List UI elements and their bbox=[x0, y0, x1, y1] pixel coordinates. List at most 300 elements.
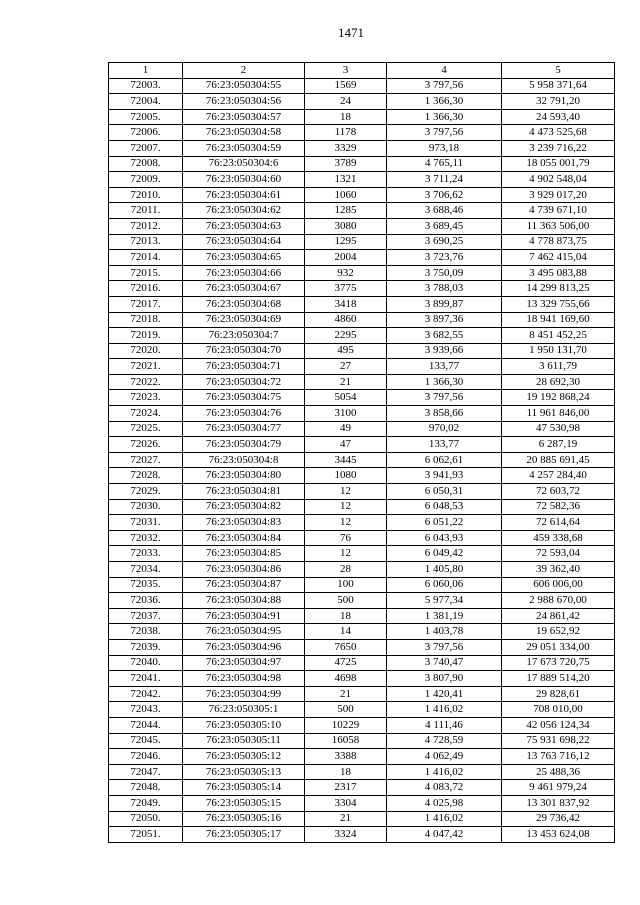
specific-value-cell: 4 765,11 bbox=[387, 156, 502, 172]
table-row bbox=[109, 78, 615, 94]
row-number-cell: 72045. bbox=[109, 733, 183, 749]
specific-value-cell: 973,18 bbox=[387, 140, 502, 156]
area-cell: 1178 bbox=[305, 125, 387, 141]
cadastral-number-cell: 76:23:050304:67 bbox=[183, 281, 305, 297]
cadastral-value-cell: 17 889 514,20 bbox=[502, 671, 615, 687]
table-row bbox=[109, 296, 615, 312]
row-number-cell: 72015. bbox=[109, 265, 183, 281]
table-row bbox=[109, 686, 615, 702]
cadastral-value-cell: 28 692,30 bbox=[502, 374, 615, 390]
table-row bbox=[109, 655, 615, 671]
row-number-cell: 72035. bbox=[109, 577, 183, 593]
specific-value-cell: 4 728,59 bbox=[387, 733, 502, 749]
cadastral-number-cell: 76:23:050305:13 bbox=[183, 764, 305, 780]
cadastral-value-cell: 708 010,00 bbox=[502, 702, 615, 718]
area-cell: 4860 bbox=[305, 312, 387, 328]
table-row bbox=[109, 593, 615, 609]
area-cell: 1060 bbox=[305, 187, 387, 203]
table-row bbox=[109, 577, 615, 593]
area-cell: 1285 bbox=[305, 203, 387, 219]
cadastral-number-cell: 76:23:050304:63 bbox=[183, 218, 305, 234]
cadastral-value-cell: 19 192 868,24 bbox=[502, 390, 615, 406]
table-row bbox=[109, 187, 615, 203]
table-row bbox=[109, 421, 615, 437]
table-row bbox=[109, 94, 615, 110]
row-number-cell: 72028. bbox=[109, 468, 183, 484]
row-number-cell: 72009. bbox=[109, 172, 183, 188]
row-number-cell: 72007. bbox=[109, 140, 183, 156]
specific-value-cell: 3 740,47 bbox=[387, 655, 502, 671]
table-row bbox=[109, 827, 615, 843]
cadastral-number-cell: 76:23:050304:83 bbox=[183, 515, 305, 531]
area-cell: 18 bbox=[305, 608, 387, 624]
table-row bbox=[109, 546, 615, 562]
cadastral-number-cell: 76:23:050305:10 bbox=[183, 717, 305, 733]
specific-value-cell: 1 416,02 bbox=[387, 811, 502, 827]
area-cell: 3304 bbox=[305, 795, 387, 811]
area-cell: 16058 bbox=[305, 733, 387, 749]
area-cell: 3789 bbox=[305, 156, 387, 172]
cadastral-value-cell: 72 582,36 bbox=[502, 499, 615, 515]
area-cell: 3775 bbox=[305, 281, 387, 297]
row-number-cell: 72005. bbox=[109, 109, 183, 125]
cadastral-value-cell: 18 941 169,60 bbox=[502, 312, 615, 328]
row-number-cell: 72017. bbox=[109, 296, 183, 312]
cadastral-number-cell: 76:23:050304:8 bbox=[183, 452, 305, 468]
row-number-cell: 72026. bbox=[109, 437, 183, 453]
row-number-cell: 72018. bbox=[109, 312, 183, 328]
page-number: 1471 bbox=[338, 25, 364, 40]
cadastral-number-cell: 76:23:050304:84 bbox=[183, 530, 305, 546]
cadastral-value-cell: 13 453 624,08 bbox=[502, 827, 615, 843]
cadastral-number-cell: 76:23:050304:86 bbox=[183, 562, 305, 578]
row-number-cell: 72043. bbox=[109, 702, 183, 718]
specific-value-cell: 6 049,42 bbox=[387, 546, 502, 562]
area-cell: 500 bbox=[305, 593, 387, 609]
row-number-cell: 72048. bbox=[109, 780, 183, 796]
cadastral-number-cell: 76:23:050304:70 bbox=[183, 343, 305, 359]
table-row bbox=[109, 764, 615, 780]
specific-value-cell: 1 416,02 bbox=[387, 702, 502, 718]
cadastral-value-cell: 14 299 813,25 bbox=[502, 281, 615, 297]
specific-value-cell: 133,77 bbox=[387, 437, 502, 453]
cadastral-number-cell: 76:23:050304:77 bbox=[183, 421, 305, 437]
table-row bbox=[109, 265, 615, 281]
table-row bbox=[109, 624, 615, 640]
area-cell: 1295 bbox=[305, 234, 387, 250]
cadastral-number-cell: 76:23:050304:7 bbox=[183, 328, 305, 344]
cadastral-value-cell: 24 861,42 bbox=[502, 608, 615, 624]
table-row bbox=[109, 172, 615, 188]
specific-value-cell: 3 797,56 bbox=[387, 390, 502, 406]
table-row bbox=[109, 671, 615, 687]
specific-value-cell: 1 416,02 bbox=[387, 764, 502, 780]
cadastral-value-cell: 29 828,61 bbox=[502, 686, 615, 702]
row-number-cell: 72025. bbox=[109, 421, 183, 437]
cadastral-value-cell: 13 763 716,12 bbox=[502, 749, 615, 765]
area-cell: 2317 bbox=[305, 780, 387, 796]
cadastral-value-cell: 72 593,04 bbox=[502, 546, 615, 562]
specific-value-cell: 4 047,42 bbox=[387, 827, 502, 843]
row-number-cell: 72030. bbox=[109, 499, 183, 515]
cadastral-number-cell: 76:23:050304:58 bbox=[183, 125, 305, 141]
cadastral-number-cell: 76:23:050305:1 bbox=[183, 702, 305, 718]
row-number-cell: 72037. bbox=[109, 608, 183, 624]
area-cell: 3324 bbox=[305, 827, 387, 843]
specific-value-cell: 3 797,56 bbox=[387, 78, 502, 94]
table-row bbox=[109, 359, 615, 375]
cadastral-value-cell: 29 051 334,00 bbox=[502, 639, 615, 655]
row-number-cell: 72006. bbox=[109, 125, 183, 141]
area-cell: 18 bbox=[305, 109, 387, 125]
cadastral-number-cell: 76:23:050304:97 bbox=[183, 655, 305, 671]
cadastral-number-cell: 76:23:050304:85 bbox=[183, 546, 305, 562]
cadastral-value-cell: 4 473 525,68 bbox=[502, 125, 615, 141]
specific-value-cell: 1 366,30 bbox=[387, 94, 502, 110]
row-number-cell: 72050. bbox=[109, 811, 183, 827]
specific-value-cell: 3 750,09 bbox=[387, 265, 502, 281]
cadastral-number-cell: 76:23:050305:14 bbox=[183, 780, 305, 796]
specific-value-cell: 6 043,93 bbox=[387, 530, 502, 546]
area-cell: 3388 bbox=[305, 749, 387, 765]
specific-value-cell: 3 689,45 bbox=[387, 218, 502, 234]
specific-value-cell: 3 706,62 bbox=[387, 187, 502, 203]
table-row bbox=[109, 234, 615, 250]
table-row bbox=[109, 406, 615, 422]
cadastral-number-cell: 76:23:050304:62 bbox=[183, 203, 305, 219]
cadastral-value-cell: 29 736,42 bbox=[502, 811, 615, 827]
column-header-5: 5 bbox=[502, 63, 615, 79]
specific-value-cell: 3 941,93 bbox=[387, 468, 502, 484]
table-row bbox=[109, 140, 615, 156]
cadastral-value-cell: 19 652,92 bbox=[502, 624, 615, 640]
area-cell: 5054 bbox=[305, 390, 387, 406]
cadastral-value-cell: 8 451 452,25 bbox=[502, 328, 615, 344]
cadastral-number-cell: 76:23:050304:98 bbox=[183, 671, 305, 687]
cadastral-number-cell: 76:23:050304:99 bbox=[183, 686, 305, 702]
row-number-cell: 72040. bbox=[109, 655, 183, 671]
table-row bbox=[109, 312, 615, 328]
cadastral-value-cell: 11 961 846,00 bbox=[502, 406, 615, 422]
table-row bbox=[109, 125, 615, 141]
table-row bbox=[109, 780, 615, 796]
register-table bbox=[108, 62, 615, 843]
area-cell: 47 bbox=[305, 437, 387, 453]
area-cell: 4698 bbox=[305, 671, 387, 687]
cadastral-number-cell: 76:23:050304:76 bbox=[183, 406, 305, 422]
row-number-cell: 72014. bbox=[109, 250, 183, 266]
row-number-cell: 72049. bbox=[109, 795, 183, 811]
area-cell: 495 bbox=[305, 343, 387, 359]
cadastral-value-cell: 5 958 371,64 bbox=[502, 78, 615, 94]
cadastral-value-cell: 9 461 979,24 bbox=[502, 780, 615, 796]
table-row bbox=[109, 811, 615, 827]
cadastral-value-cell: 47 530,98 bbox=[502, 421, 615, 437]
row-number-cell: 72019. bbox=[109, 328, 183, 344]
area-cell: 18 bbox=[305, 764, 387, 780]
cadastral-value-cell: 11 363 506,00 bbox=[502, 218, 615, 234]
specific-value-cell: 3 688,46 bbox=[387, 203, 502, 219]
specific-value-cell: 3 788,03 bbox=[387, 281, 502, 297]
row-number-cell: 72042. bbox=[109, 686, 183, 702]
row-number-cell: 72034. bbox=[109, 562, 183, 578]
specific-value-cell: 4 083,72 bbox=[387, 780, 502, 796]
row-number-cell: 72044. bbox=[109, 717, 183, 733]
specific-value-cell: 4 111,46 bbox=[387, 717, 502, 733]
cadastral-number-cell: 76:23:050305:16 bbox=[183, 811, 305, 827]
cadastral-value-cell: 42 056 124,34 bbox=[502, 717, 615, 733]
cadastral-number-cell: 76:23:050304:81 bbox=[183, 484, 305, 500]
cadastral-number-cell: 76:23:050304:87 bbox=[183, 577, 305, 593]
specific-value-cell: 3 723,76 bbox=[387, 250, 502, 266]
cadastral-number-cell: 76:23:050304:59 bbox=[183, 140, 305, 156]
cadastral-value-cell: 75 931 698,22 bbox=[502, 733, 615, 749]
cadastral-number-cell: 76:23:050304:65 bbox=[183, 250, 305, 266]
specific-value-cell: 3 690,25 bbox=[387, 234, 502, 250]
cadastral-value-cell: 72 614,64 bbox=[502, 515, 615, 531]
row-number-cell: 72024. bbox=[109, 406, 183, 422]
specific-value-cell: 6 048,53 bbox=[387, 499, 502, 515]
table-row bbox=[109, 156, 615, 172]
column-header-1: 1 bbox=[109, 63, 183, 79]
row-number-cell: 72008. bbox=[109, 156, 183, 172]
specific-value-cell: 4 025,98 bbox=[387, 795, 502, 811]
cadastral-number-cell: 76:23:050304:57 bbox=[183, 109, 305, 125]
row-number-cell: 72036. bbox=[109, 593, 183, 609]
row-number-cell: 72012. bbox=[109, 218, 183, 234]
specific-value-cell: 970,02 bbox=[387, 421, 502, 437]
row-number-cell: 72013. bbox=[109, 234, 183, 250]
specific-value-cell: 1 405,80 bbox=[387, 562, 502, 578]
cadastral-number-cell: 76:23:050304:69 bbox=[183, 312, 305, 328]
table-row bbox=[109, 562, 615, 578]
table-row bbox=[109, 343, 615, 359]
cadastral-number-cell: 76:23:050304:61 bbox=[183, 187, 305, 203]
cadastral-value-cell: 4 778 873,75 bbox=[502, 234, 615, 250]
area-cell: 1569 bbox=[305, 78, 387, 94]
area-cell: 2004 bbox=[305, 250, 387, 266]
specific-value-cell: 3 858,66 bbox=[387, 406, 502, 422]
area-cell: 21 bbox=[305, 374, 387, 390]
cadastral-value-cell: 606 006,00 bbox=[502, 577, 615, 593]
table-row bbox=[109, 484, 615, 500]
specific-value-cell: 6 051,22 bbox=[387, 515, 502, 531]
cadastral-number-cell: 76:23:050305:11 bbox=[183, 733, 305, 749]
row-number-cell: 72027. bbox=[109, 452, 183, 468]
table-row bbox=[109, 374, 615, 390]
row-number-cell: 72016. bbox=[109, 281, 183, 297]
area-cell: 76 bbox=[305, 530, 387, 546]
cadastral-number-cell: 76:23:050304:82 bbox=[183, 499, 305, 515]
column-header-4: 4 bbox=[387, 63, 502, 79]
cadastral-number-cell: 76:23:050304:80 bbox=[183, 468, 305, 484]
cadastral-number-cell: 76:23:050304:55 bbox=[183, 78, 305, 94]
table-row bbox=[109, 795, 615, 811]
cadastral-number-cell: 76:23:050304:64 bbox=[183, 234, 305, 250]
specific-value-cell: 6 050,31 bbox=[387, 484, 502, 500]
cadastral-value-cell: 20 885 691,45 bbox=[502, 452, 615, 468]
cadastral-number-cell: 76:23:050305:15 bbox=[183, 795, 305, 811]
area-cell: 12 bbox=[305, 515, 387, 531]
row-number-cell: 72010. bbox=[109, 187, 183, 203]
row-number-cell: 72023. bbox=[109, 390, 183, 406]
cadastral-number-cell: 76:23:050304:68 bbox=[183, 296, 305, 312]
column-header-2: 2 bbox=[183, 63, 305, 79]
area-cell: 3080 bbox=[305, 218, 387, 234]
area-cell: 28 bbox=[305, 562, 387, 578]
cadastral-value-cell: 18 055 001,79 bbox=[502, 156, 615, 172]
cadastral-value-cell: 3 239 716,22 bbox=[502, 140, 615, 156]
area-cell: 7650 bbox=[305, 639, 387, 655]
table-row bbox=[109, 749, 615, 765]
specific-value-cell: 3 897,36 bbox=[387, 312, 502, 328]
area-cell: 1080 bbox=[305, 468, 387, 484]
cadastral-value-cell: 4 257 284,40 bbox=[502, 468, 615, 484]
cadastral-value-cell: 1 950 131,70 bbox=[502, 343, 615, 359]
table-row bbox=[109, 639, 615, 655]
specific-value-cell: 5 977,34 bbox=[387, 593, 502, 609]
table-row bbox=[109, 109, 615, 125]
area-cell: 12 bbox=[305, 546, 387, 562]
table-row bbox=[109, 218, 615, 234]
area-cell: 100 bbox=[305, 577, 387, 593]
specific-value-cell: 3 711,24 bbox=[387, 172, 502, 188]
cadastral-value-cell: 4 739 671,10 bbox=[502, 203, 615, 219]
area-cell: 4725 bbox=[305, 655, 387, 671]
cadastral-value-cell: 3 495 083,88 bbox=[502, 265, 615, 281]
table-row bbox=[109, 250, 615, 266]
cadastral-value-cell: 459 338,68 bbox=[502, 530, 615, 546]
cadastral-number-cell: 76:23:050304:79 bbox=[183, 437, 305, 453]
row-number-cell: 72033. bbox=[109, 546, 183, 562]
row-number-cell: 72011. bbox=[109, 203, 183, 219]
specific-value-cell: 1 366,30 bbox=[387, 109, 502, 125]
table-row bbox=[109, 468, 615, 484]
cadastral-value-cell: 13 329 755,66 bbox=[502, 296, 615, 312]
cadastral-number-cell: 76:23:050304:75 bbox=[183, 390, 305, 406]
area-cell: 10229 bbox=[305, 717, 387, 733]
cadastral-number-cell: 76:23:050304:6 bbox=[183, 156, 305, 172]
specific-value-cell: 3 797,56 bbox=[387, 125, 502, 141]
header-row bbox=[109, 63, 615, 79]
cadastral-number-cell: 76:23:050304:71 bbox=[183, 359, 305, 375]
table-header bbox=[109, 63, 615, 79]
row-number-cell: 72032. bbox=[109, 530, 183, 546]
area-cell: 14 bbox=[305, 624, 387, 640]
table-row bbox=[109, 437, 615, 453]
area-cell: 3329 bbox=[305, 140, 387, 156]
cadastral-number-cell: 76:23:050304:95 bbox=[183, 624, 305, 640]
row-number-cell: 72041. bbox=[109, 671, 183, 687]
cadastral-value-cell: 17 673 720,75 bbox=[502, 655, 615, 671]
area-cell: 24 bbox=[305, 94, 387, 110]
table-row bbox=[109, 390, 615, 406]
table-row bbox=[109, 608, 615, 624]
row-number-cell: 72003. bbox=[109, 78, 183, 94]
cadastral-value-cell: 2 988 670,00 bbox=[502, 593, 615, 609]
area-cell: 49 bbox=[305, 421, 387, 437]
cadastral-number-cell: 76:23:050304:96 bbox=[183, 639, 305, 655]
cadastral-number-cell: 76:23:050304:60 bbox=[183, 172, 305, 188]
row-number-cell: 72029. bbox=[109, 484, 183, 500]
cadastral-value-cell: 3 611,79 bbox=[502, 359, 615, 375]
row-number-cell: 72004. bbox=[109, 94, 183, 110]
row-number-cell: 72051. bbox=[109, 827, 183, 843]
area-cell: 500 bbox=[305, 702, 387, 718]
column-header-3: 3 bbox=[305, 63, 387, 79]
specific-value-cell: 1 403,78 bbox=[387, 624, 502, 640]
area-cell: 3100 bbox=[305, 406, 387, 422]
row-number-cell: 72038. bbox=[109, 624, 183, 640]
area-cell: 3418 bbox=[305, 296, 387, 312]
table-body bbox=[109, 78, 615, 842]
cadastral-value-cell: 13 301 837,92 bbox=[502, 795, 615, 811]
table-row bbox=[109, 328, 615, 344]
area-cell: 2295 bbox=[305, 328, 387, 344]
specific-value-cell: 3 682,55 bbox=[387, 328, 502, 344]
cadastral-value-cell: 39 362,40 bbox=[502, 562, 615, 578]
table-row bbox=[109, 702, 615, 718]
specific-value-cell: 3 797,56 bbox=[387, 639, 502, 655]
row-number-cell: 72046. bbox=[109, 749, 183, 765]
cadastral-number-cell: 76:23:050304:66 bbox=[183, 265, 305, 281]
area-cell: 1321 bbox=[305, 172, 387, 188]
area-cell: 27 bbox=[305, 359, 387, 375]
cadastral-number-cell: 76:23:050305:12 bbox=[183, 749, 305, 765]
cadastral-number-cell: 76:23:050304:72 bbox=[183, 374, 305, 390]
cadastral-value-cell: 72 603,72 bbox=[502, 484, 615, 500]
specific-value-cell: 3 939,66 bbox=[387, 343, 502, 359]
cadastral-value-cell: 7 462 415,04 bbox=[502, 250, 615, 266]
cadastral-value-cell: 32 791,20 bbox=[502, 94, 615, 110]
row-number-cell: 72047. bbox=[109, 764, 183, 780]
cadastral-value-cell: 3 929 017,20 bbox=[502, 187, 615, 203]
table-row bbox=[109, 452, 615, 468]
table-row bbox=[109, 203, 615, 219]
specific-value-cell: 1 366,30 bbox=[387, 374, 502, 390]
area-cell: 21 bbox=[305, 811, 387, 827]
row-number-cell: 72039. bbox=[109, 639, 183, 655]
table-row bbox=[109, 733, 615, 749]
row-number-cell: 72021. bbox=[109, 359, 183, 375]
specific-value-cell: 3 899,87 bbox=[387, 296, 502, 312]
specific-value-cell: 1 420,41 bbox=[387, 686, 502, 702]
cadastral-value-cell: 4 902 548,04 bbox=[502, 172, 615, 188]
area-cell: 21 bbox=[305, 686, 387, 702]
cadastral-value-cell: 25 488,36 bbox=[502, 764, 615, 780]
table-row bbox=[109, 499, 615, 515]
row-number-cell: 72020. bbox=[109, 343, 183, 359]
specific-value-cell: 6 060,06 bbox=[387, 577, 502, 593]
cadastral-number-cell: 76:23:050305:17 bbox=[183, 827, 305, 843]
area-cell: 932 bbox=[305, 265, 387, 281]
area-cell: 12 bbox=[305, 499, 387, 515]
row-number-cell: 72031. bbox=[109, 515, 183, 531]
specific-value-cell: 133,77 bbox=[387, 359, 502, 375]
specific-value-cell: 1 381,19 bbox=[387, 608, 502, 624]
specific-value-cell: 6 062,61 bbox=[387, 452, 502, 468]
specific-value-cell: 3 807,90 bbox=[387, 671, 502, 687]
table-row bbox=[109, 530, 615, 546]
cadastral-value-cell: 24 593,40 bbox=[502, 109, 615, 125]
table-row bbox=[109, 515, 615, 531]
cadastral-value-cell: 6 287,19 bbox=[502, 437, 615, 453]
table-row bbox=[109, 281, 615, 297]
area-cell: 3445 bbox=[305, 452, 387, 468]
cadastral-number-cell: 76:23:050304:56 bbox=[183, 94, 305, 110]
row-number-cell: 72022. bbox=[109, 374, 183, 390]
area-cell: 12 bbox=[305, 484, 387, 500]
